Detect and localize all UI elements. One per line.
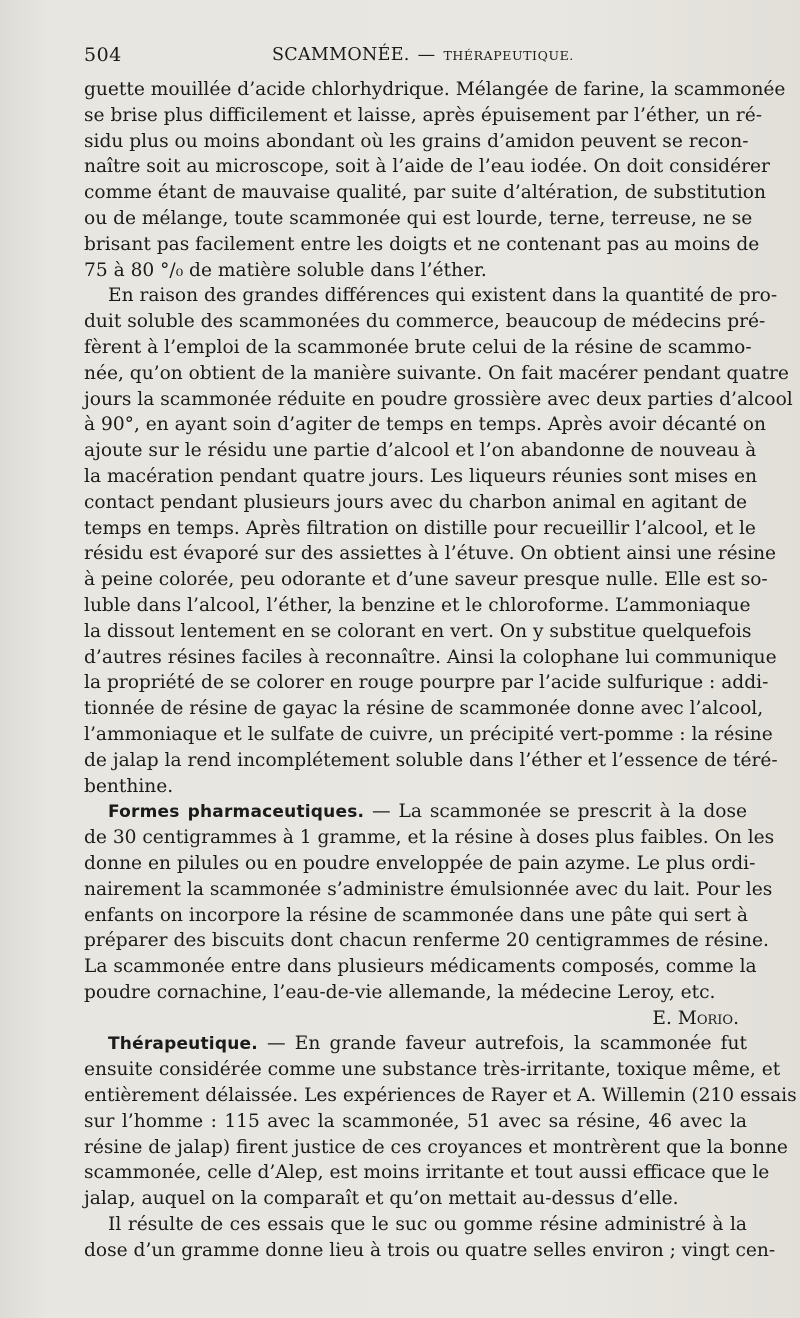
text-line: Il résulte de ces essais que le suc ou gomme résine administré à la [108,1214,747,1236]
running-head-separator: — [417,45,436,65]
text-line: jours la scammonée réduite en poudre grossière avec deux parties d’alcool [84,388,793,410]
text-line: La scammonée entre dans plusieurs médicaments composés, comme la [84,956,757,978]
text-line: la macération pendant quatre jours. Les liqueurs réunies sont mises en [84,465,757,487]
text-line: entièrement délaissée. Les expériences de Rayer et A. Willemin (210 essais [84,1085,797,1107]
text-line: guette mouillée d’acide chlorhydrique. Mélangée de farine, la scammonée [84,79,786,100]
text-line: luble dans l’alcool, l’éther, la benzine et le chloroforme. L’ammoniaque [84,594,751,616]
text-line: ajoute sur le résidu une partie d’alcool et l’on abandonne de nouveau à [84,440,757,462]
author-signature [84,1006,747,1032]
text-line-fragment: — En grande faveur autrefois, la scammonée fut [257,1033,747,1055]
text-line: résidu est évaporé sur des assiettes à l’étuve. On obtient ainsi une résine [84,543,777,565]
text-line: à 90°, en ayant soin d’agiter de temps en temps. Après avoir décanté on [84,414,766,436]
text-line: nairement la scammonée s’administre émulsionnée avec du lait. Pour les [84,878,773,900]
text-line: d’autres résines faciles à reconnaître. Ainsi la colophane lui communique [84,646,777,668]
text-line-fragment: — La scammonée se prescrit à la dose [364,801,747,823]
text-line: tionnée de résine de gayac la résine de scammonée donne avec l’alcool, [84,698,764,720]
text-line: de 30 centigrammes à 1 gramme, et la résine à doses plus faibles. On les [84,827,775,849]
text-line: enfants on incorpore la résine de scammonée dans une pâte qui sert à [84,904,748,926]
text-line: En raison des grandes différences qui existent dans la quantité de pro- [108,285,778,307]
text-line: résine de jalap) firent justice de ces croyances et montrèrent que la bonne [84,1136,788,1158]
text-line: sidu plus ou moins abondant où les grains d’amidon peuvent se recon- [84,130,749,152]
body-text [84,77,797,1264]
text-line: brisant pas facilement entre les doigts et ne contenant pas au moins de [84,233,760,255]
text-line: dose d’un gramme donne lieu à trois ou quatre selles environ ; vingt cen- [84,1239,776,1261]
text-line: à peine colorée, peu odorante et d’une saveur presque nulle. Elle est so- [84,569,768,591]
text-line: se brise plus difficilement et laisse, après épuisement par l’éther, un ré- [84,104,763,126]
running-head-subtitle: THÉRAPEUTIQUE. [443,48,574,63]
text-line: 75 à 80 °/₀ de matière soluble dans l’éther. [84,259,487,281]
text-line: la propriété de se colorer en rouge pourpre par l’acide sulfurique : addi- [84,672,769,694]
text-line: née, qu’on obtient de la manière suivante. On fait macérer pendant quatre [84,362,789,384]
section-heading-formes: Formes pharmaceutiques. [108,802,365,823]
section-formes-first-line [84,799,747,825]
running-head [272,45,574,65]
text-line: ou de mélange, toute scammonée qui est lourde, terne, terreuse, ne se [84,207,753,229]
text-line: ensuite considérée comme une substance très-irritante, toxique même, et [84,1059,781,1081]
text-line: benthine. [84,775,174,797]
author-signature-text: E. Morio. [652,1007,739,1029]
text-line: fèrent à l’emploi de la scammonée brute celui de la résine de scammo- [84,336,752,358]
text-line: temps en temps. Après filtration on distille pour recueillir l’alcool, et le [84,517,756,539]
text-line: sur l’homme : 115 avec la scammonée, 51 avec sa résine, 46 avec la [84,1110,747,1132]
text-line: contact pendant plusieurs jours avec du charbon animal en agitant de [84,491,747,513]
running-head-title: SCAMMONÉE. [272,45,410,65]
page-header [84,44,749,74]
section-therapeutique-first-line [84,1031,747,1057]
text-line: l’ammoniaque et le sulfate de cuivre, un précipité vert-pomme : la résine [84,723,773,745]
text-line: de jalap la rend incomplétement soluble dans l’éther et l’essence de téré- [84,749,778,771]
text-line: duit soluble des scammonées du commerce, beaucoup de médecins pré- [84,311,766,333]
text-line: scammonée, celle d’Alep, est moins irritante et tout aussi efficace que le [84,1162,770,1184]
text-line: comme étant de mauvaise qualité, par suite d’altération, de substitution [84,182,766,204]
text-line: jalap, auquel on la comparaît et qu’on mettait au-dessus d’elle. [84,1188,679,1210]
text-line: naître soit au microscope, soit à l’aide de l’eau iodée. On doit considérer [84,156,770,178]
page-number: 504 [84,44,122,66]
text-line: préparer des biscuits dont chacun renferme 20 centigrammes de résine. [84,930,769,952]
section-heading-therapeutique: Thérapeutique. [108,1034,258,1055]
text-line: la dissout lentement en se colorant en vert. On y substitue quelquefois [84,620,752,642]
text-line: poudre cornachine, l’eau-de-vie allemande, la médecine Leroy, etc. [84,981,716,1003]
text-line: donne en pilules ou en poudre enveloppée de pain azyme. Le plus ordi- [84,852,756,874]
